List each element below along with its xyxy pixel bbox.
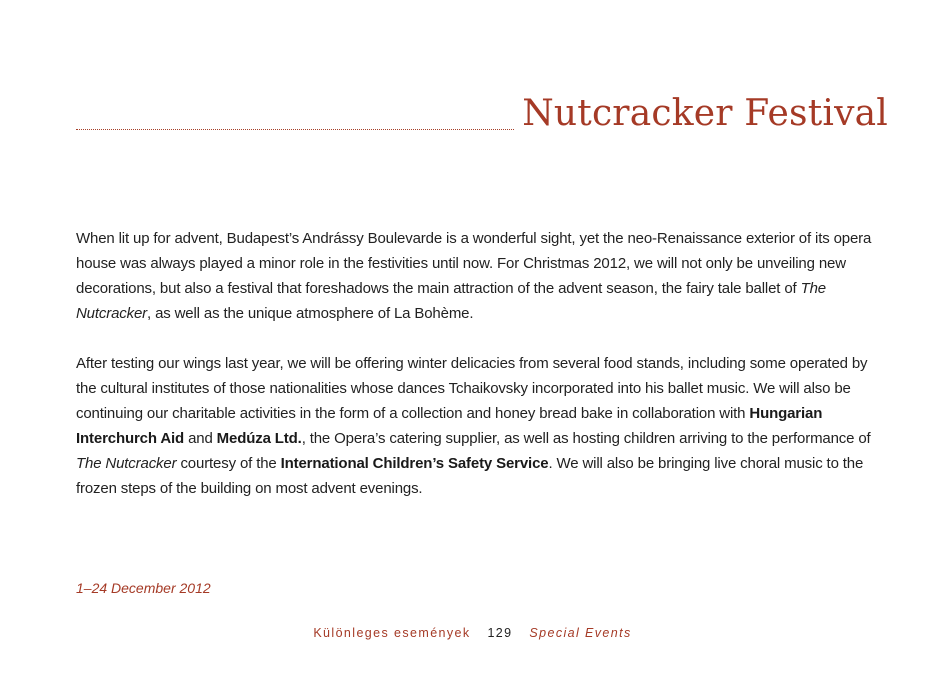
org-hungarian-interchurch-aid: Hungarian Interchurch Aid [76, 405, 823, 447]
paragraph-details [76, 351, 881, 501]
footer-section-english: Special Events [529, 626, 632, 640]
org-meduza: Medúza Ltd. [216, 430, 302, 447]
page-footer [0, 626, 945, 640]
paragraph-details-text-5: . We will also be bringing live choral music to the frozen steps of the building on most advent evenings. [76, 455, 864, 497]
work-title-nutcracker-2: The Nutcracker [76, 455, 177, 472]
page-number: 129 [487, 626, 513, 640]
paragraph-intro [76, 226, 881, 326]
page-title: Nutcracker Festival [522, 93, 888, 134]
paragraph-details-text-4: courtesy of the [176, 455, 281, 472]
paragraph-details-text-2: and [184, 430, 217, 447]
paragraph-details-text: After testing our wings last year, we will be offering winter delicacies from several food stands, including some operated by the cultural institutes of those nationalities whose dances Tchaikovsky incorporated into his ballet music. We will also be continuing our charitable activities in the form of a collection and honey bread bake in collaboration with [76, 355, 868, 422]
dotted-divider [76, 129, 514, 130]
org-children-safety-service: International Children’s Safety Service [280, 455, 549, 472]
page-header [76, 88, 888, 134]
paragraph-details-text-3: , the Opera’s catering supplier, as well as hosting children arriving to the performance of [301, 430, 871, 447]
paragraph-intro-text: When lit up for advent, Budapest’s Andrássy Boulevarde is a wonderful sight, yet the neo-Renaissance exterior of its opera house was always played a minor role in the festivities until now. For Christmas 2012, we will not only be unveiling new decorations, but also a festival that foreshadows the main attraction of the advent season, the fairy tale ballet of [76, 230, 872, 297]
work-title-nutcracker: The Nutcracker [76, 280, 826, 322]
event-date: 1–24 December 2012 [76, 580, 211, 596]
footer-section-hungarian: Különleges események [313, 626, 471, 640]
article-body [76, 226, 881, 526]
paragraph-intro-text-end: , as well as the unique atmosphere of La Bohème. [147, 305, 474, 322]
